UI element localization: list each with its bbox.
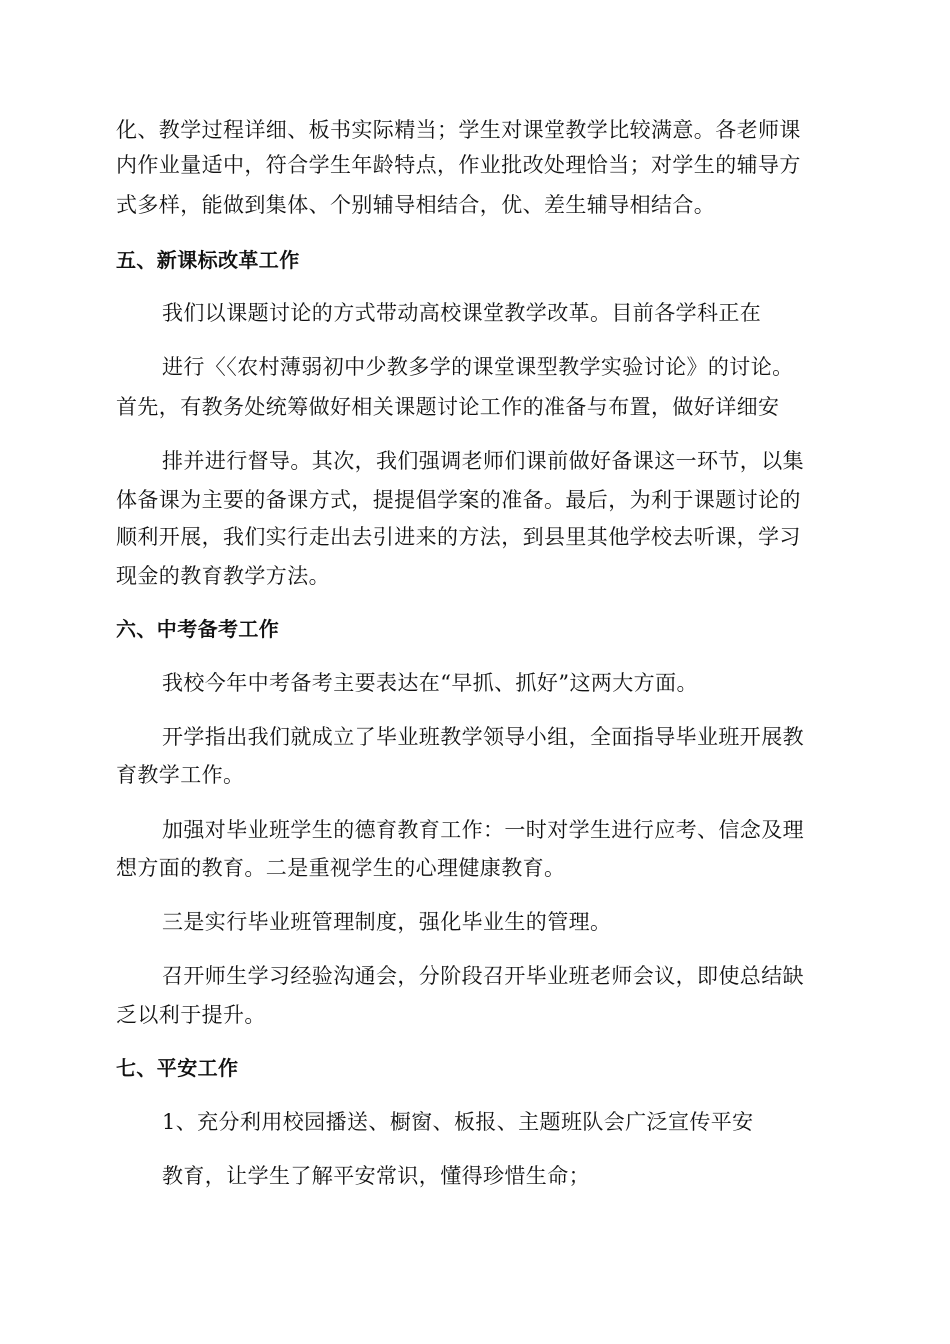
section-heading-7: 七、平安工作 — [116, 1056, 239, 1080]
paragraph-line: 教育，让学生了解平安常识，懂得珍惜生命； — [162, 1164, 590, 1188]
paragraph-line: 式多样，能做到集体、个别辅导相结合，优、差生辅导相结合。 — [116, 193, 716, 217]
paragraph-line: 召开师生学习经验沟通会，分阶段召开毕业班老师会议，即使总结缺 — [162, 964, 804, 988]
paragraph-line: 内作业量适中，符合学生年龄特点，作业批改处理恰当；对学生的辅导方 — [116, 153, 801, 177]
section-heading-6: 六、中考备考工作 — [116, 617, 280, 641]
paragraph-line: 育教学工作。 — [116, 763, 245, 787]
paragraph-line: 我们以课题讨论的方式带动高校课堂教学改革。目前各学科正在 — [162, 301, 762, 325]
paragraph-line: 乏以利于提升。 — [116, 1003, 266, 1027]
paragraph-line: 体备课为主要的备课方式，提提倡学案的准备。最后，为利于课题讨论的 — [116, 488, 801, 512]
paragraph-line: 进行〈〈农村薄弱初中少教多学的课堂课型教学实验讨论》的讨论。 — [162, 355, 794, 379]
section-heading-5: 五、新课标改革工作 — [116, 248, 300, 272]
paragraph-line: 三是实行毕业班管理制度，强化毕业生的管理。 — [162, 910, 612, 934]
paragraph-line: 1、充分利用校园播送、橱窗、板报、主题班队会广泛宣传平安 — [162, 1110, 754, 1134]
paragraph-line: 顺利开展，我们实行走出去引进来的方法，到县里其他学校去听课，学习 — [116, 525, 801, 549]
paragraph-line: 首先，有教务处统筹做好相关课题讨论工作的准备与布置，做好详细安 — [116, 395, 780, 419]
paragraph-line: 想方面的教育。二是重视学生的心理健康教育。 — [116, 856, 566, 880]
paragraph-line: 现金的教育教学方法。 — [116, 564, 330, 588]
paragraph-line: 化、教学过程详细、板书实际精当；学生对课堂教学比较满意。各老师课 — [116, 118, 801, 142]
paragraph-line: 开学指出我们就成立了毕业班教学领导小组，全面指导毕业班开展教 — [162, 725, 804, 749]
paragraph-line: 加强对毕业班学生的德育教育工作：一时对学生进行应考、信念及理 — [162, 818, 804, 842]
paragraph-line: 排并进行督导。其次，我们强调老师们课前做好备课这一环节，以集 — [162, 449, 804, 473]
paragraph-line: 我校今年中考备考主要表达在“早抓、抓好”这两大方面。 — [162, 671, 698, 695]
